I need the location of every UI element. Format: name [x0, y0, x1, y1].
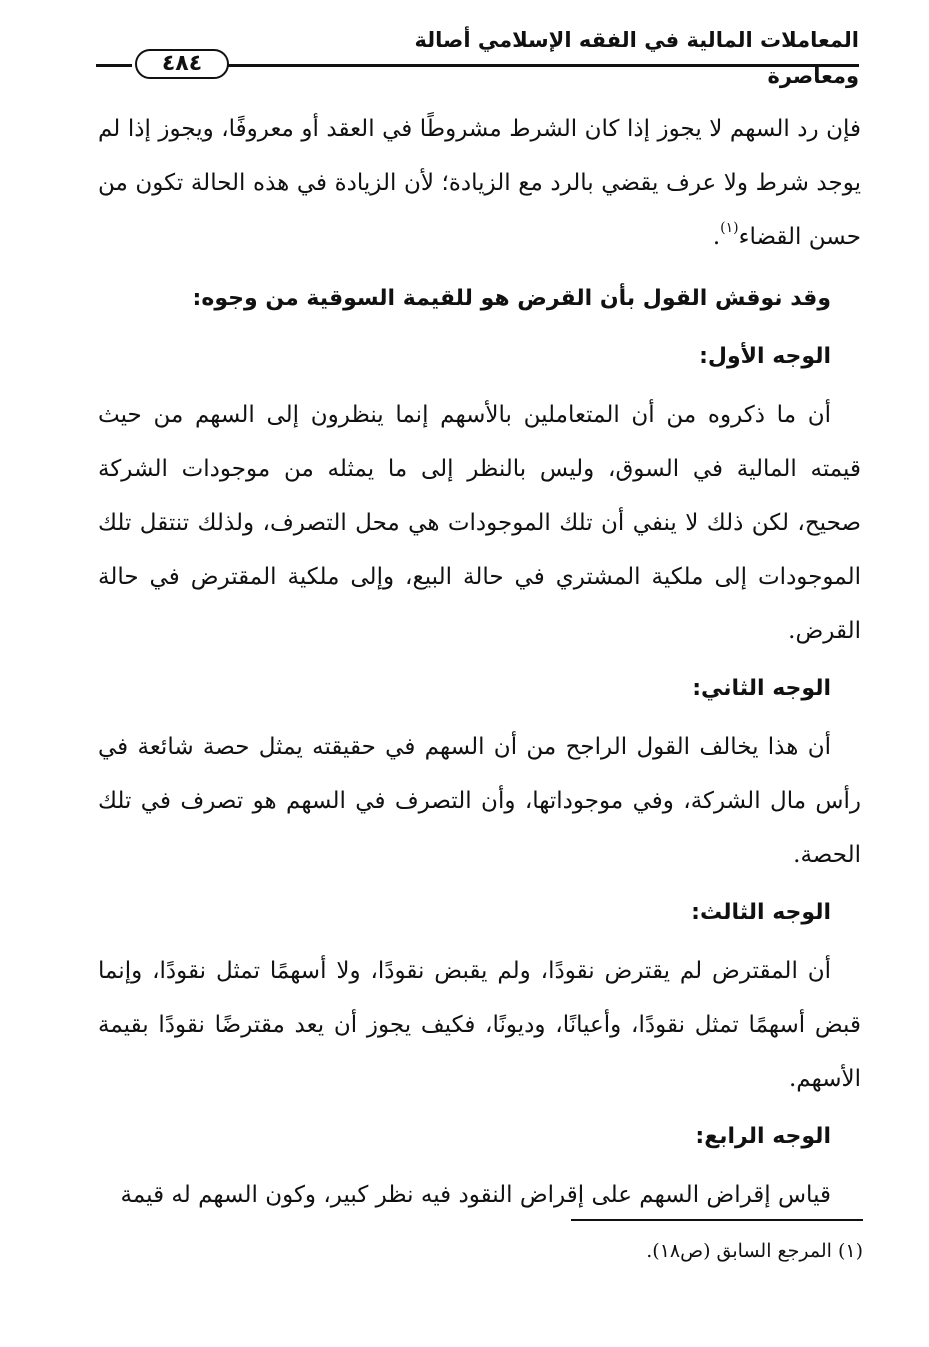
section-heading-fourth: الوجه الرابع: — [695, 1124, 831, 1149]
footnote-ref-1: (١) — [720, 220, 739, 236]
section-heading-second: الوجه الثاني: — [692, 676, 831, 701]
paragraph-1-end: . — [712, 224, 721, 250]
paragraph-1 — [98, 102, 861, 264]
page-body — [98, 102, 861, 1222]
paragraph-2: أن ما ذكروه من أن المتعاملين بالأسهم إنما ينظرون إلى السهم من حيث قيمته المالية في السوق، وليس بالنظر إلى ما يمثله من موجودات الشركة صحيح، لكن ذلك لا ينفي أن تلك الموجودات هي محل التصرف، ولذلك تنتقل تلك الموجودات إلى ملكية المشتري في حالة البيع، وإلى ملكية المقترض في حالة القرض. — [98, 402, 861, 644]
header-rule — [154, 64, 859, 67]
paragraph-5: قياس إقراض السهم على إقراض النقود فيه نظر كبير، وكون السهم له قيمة — [120, 1182, 831, 1208]
running-title: المعاملات المالية في الفقه الإسلامي أصالة ومعاصرة — [414, 28, 859, 88]
intro-heading: وقد نوقش القول بأن القرض هو للقيمة السوقية من وجوه: — [192, 286, 831, 311]
section-heading-third: الوجه الثالث: — [691, 900, 831, 925]
header-rule-left — [96, 64, 132, 67]
section-heading-first: الوجه الأول: — [699, 344, 831, 369]
footnote-rule — [571, 1219, 863, 1221]
paragraph-1-text: فإن رد السهم لا يجوز إذا كان الشرط مشروطًا في العقد أو معروفًا، ويجوز إذا لم يوجد شرط ولا عرف يقضي بالرد مع الزيادة؛ لأن الزيادة في هذه الحالة تكون من حسن القضاء — [98, 116, 861, 250]
page-number-badge: ٤٨٤ — [135, 49, 229, 79]
footnote-1: (١) المرجع السابق (ص١٨). — [646, 1240, 863, 1262]
paragraph-4: أن المقترض لم يقترض نقودًا، ولم يقبض نقودًا، ولا أسهمًا تمثل نقودًا، وإنما قبض أسهمًا تمثل نقودًا، وأعيانًا، وديونًا، فكيف يجوز أن يعد مقترضًا نقودًا بقيمة الأسهم. — [98, 958, 861, 1092]
paragraph-3: أن هذا يخالف القول الراجح من أن السهم في حقيقته يمثل حصة شائعة في رأس مال الشركة، وفي موجوداتها، وأن التصرف في السهم هو تصرف في تلك الحصة. — [98, 734, 861, 868]
